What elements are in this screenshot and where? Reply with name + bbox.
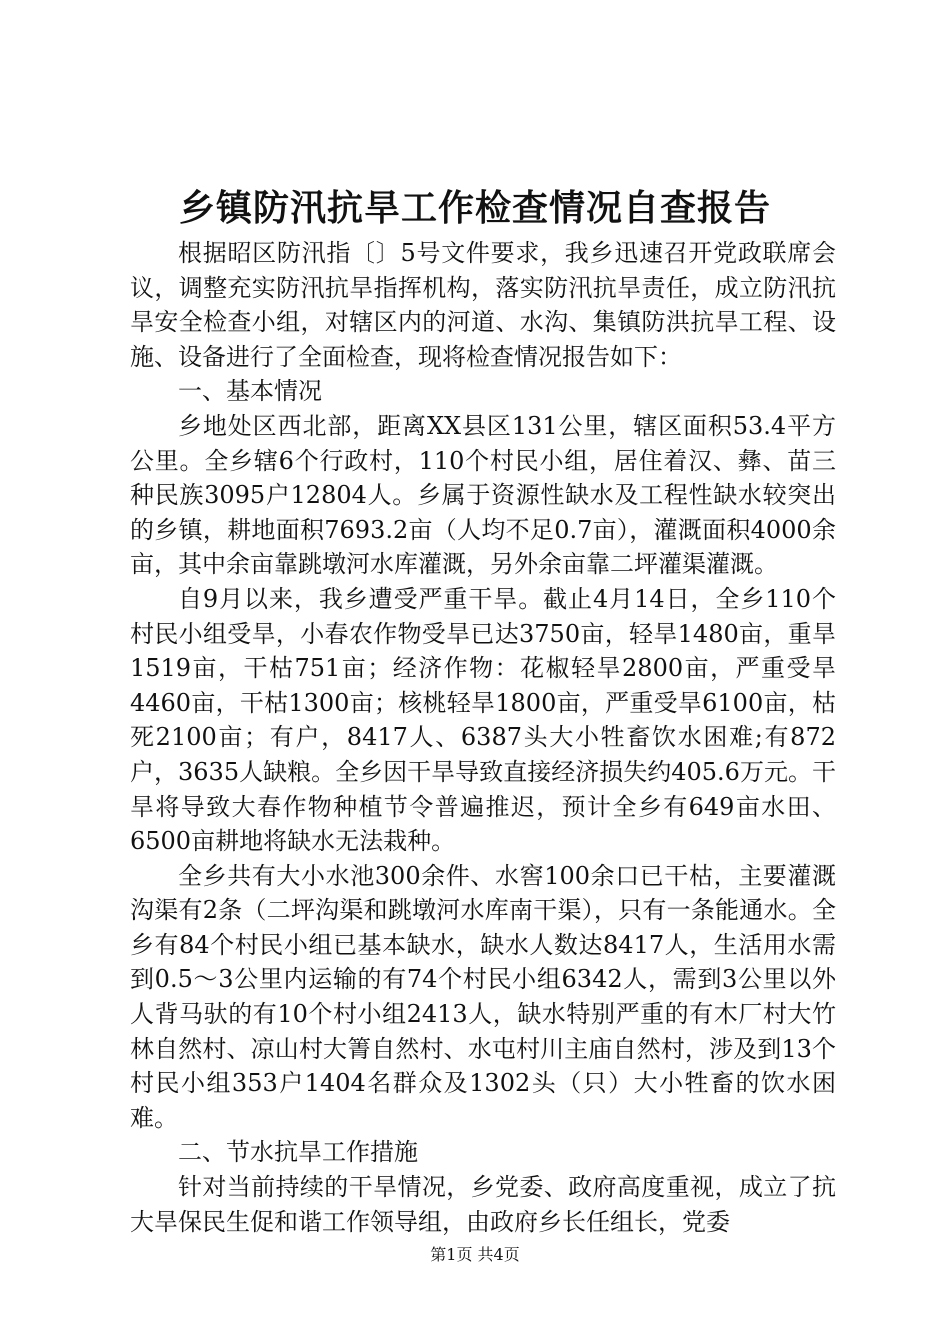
paragraph-location: 乡地处区西北部，距离XX县区131公里，辖区面积53.4平方公里。全乡辖6个行政村，110个村民小组，居住着汉、彝、苗三种民族3095户12804人。乡属于资源性缺水及工程性缺水较突出的乡镇，耕地面积7693.2亩（人均不足0.7亩），灌溉面积4000余亩，其中余亩靠跳墩河水库灌溉，另外余亩靠二坪灌渠灌溉。 (130, 411, 836, 579)
paragraph-measures: 针对当前持续的干旱情况，乡党委、政府高度重视，成立了抗大旱保民生促和谐工作领导组，由政府乡长任组长，党委 (130, 1173, 836, 1236)
section-heading-basic: 一、基本情况 (178, 377, 322, 406)
document-body (130, 236, 836, 1239)
document-title: 乡镇防汛抗旱工作检查情况自查报告 (178, 187, 771, 229)
section-heading-measures: 二、节水抗旱工作措施 (178, 1138, 418, 1167)
paragraph-drought: 自9月以来，我乡遭受严重干旱。截止4月14日，全乡110个村民小组受旱，小春农作物受旱已达3750亩，轻旱1480亩，重旱1519亩，干枯751亩；经济作物：花椒轻旱2800亩，严重受旱4460亩，干枯1300亩；核桃轻旱1800亩，严重受旱6100亩，枯死2100亩；有户，8417人、6387头大小牲畜饮水困难;有872户，3635人缺粮。全乡因干旱导致直接经济损失约405.6万元。干旱将导致大春作物种植节令普遍推迟，预计全乡有649亩水田、6500亩耕地将缺水无法栽种。 (130, 584, 836, 856)
page-number-footer: 第1页 共4页 (430, 1245, 520, 1264)
paragraph-water-shortage: 全乡共有大小水池300余件、水窖100余口已干枯，主要灌溉沟渠有2条（二坪沟渠和跳墩河水库南干渠），只有一条能通水。全乡有84个村民小组已基本缺水，缺水人数达8417人，生活用水需到0.5～3公里内运输的有74个村民小组6342人，需到3公里以外人背马驮的有10个村小组2413人，缺水特别严重的有木厂村大竹林自然村、凉山村大箐自然村、水屯村川主庙自然村，涉及到13个村民小组353户1404名群众及1302头（只）大小牲畜的饮水困难。 (130, 861, 836, 1132)
paragraph-intro: 根据昭区防汛指〔〕5号文件要求，我乡迅速召开党政联席会议，调整充实防汛抗旱指挥机构，落实防汛抗旱责任，成立防汛抗旱安全检查小组，对辖区内的河道、水沟、集镇防洪抗旱工程、设施、设备进行了全面检查，现将检查情况报告如下： (130, 239, 836, 371)
